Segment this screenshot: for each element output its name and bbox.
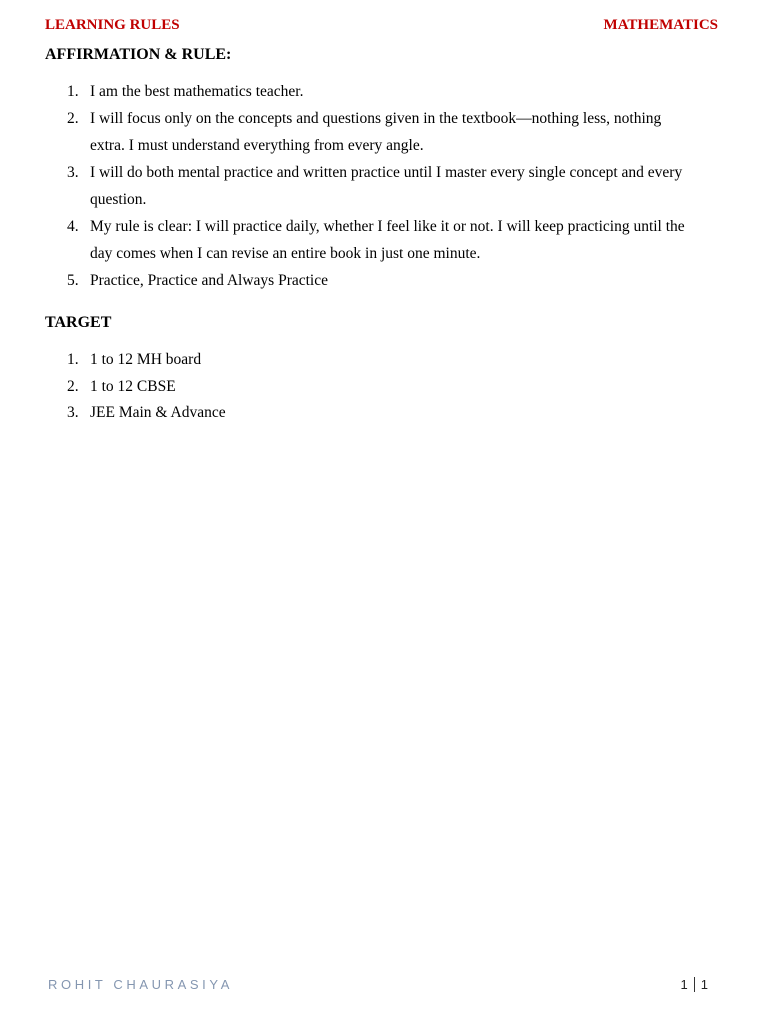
affirmation-list (45, 78, 698, 294)
list-text: 1 to 12 CBSE (90, 377, 176, 395)
header-title-right: MATHEMATICS (603, 17, 718, 33)
list-item (45, 400, 698, 427)
list-text: Practice, Practice and Always Practice (90, 272, 328, 289)
list-number: 3. (67, 404, 79, 421)
list-number: 5. (67, 272, 79, 289)
list-item (45, 347, 698, 374)
target-heading: TARGET (45, 314, 112, 331)
header-title-left: LEARNING RULES (45, 17, 180, 33)
list-item (45, 159, 698, 213)
list-item (45, 213, 698, 267)
list-item (45, 267, 698, 294)
page-header (45, 17, 718, 37)
page-total: 1 (700, 977, 708, 992)
list-text: My rule is clear: I will practice daily, whether I feel like it or not. I will keep practicing until the day comes when I can revise an entire book in just one minute. (90, 218, 685, 262)
list-number: 2. (67, 377, 79, 395)
list-text: I am the best mathematics teacher. (90, 83, 304, 100)
target-list (45, 347, 698, 427)
list-text: I will focus only on the concepts and questions given in the textbook—nothing less, nothing extra. I must understand everything from every angle. (90, 110, 662, 154)
list-number: 1. (67, 351, 79, 368)
list-number: 2. (67, 110, 79, 127)
list-text: 1 to 12 MH board (90, 351, 202, 368)
page-separator (694, 977, 695, 992)
list-item (45, 105, 698, 159)
list-number: 4. (67, 218, 79, 235)
list-item (45, 78, 698, 105)
list-text: I will do both mental practice and written practice until I master every single concept and every question. (90, 164, 683, 208)
list-item (45, 374, 698, 401)
affirmation-heading: AFFIRMATION & RULE: (45, 46, 232, 63)
list-number: 3. (67, 164, 79, 181)
page-number (681, 977, 708, 992)
footer-author: ROHIT CHAURASIYA (48, 977, 233, 992)
list-text: JEE Main & Advance (90, 404, 226, 421)
list-number: 1. (67, 83, 79, 100)
page-current: 1 (680, 977, 688, 992)
